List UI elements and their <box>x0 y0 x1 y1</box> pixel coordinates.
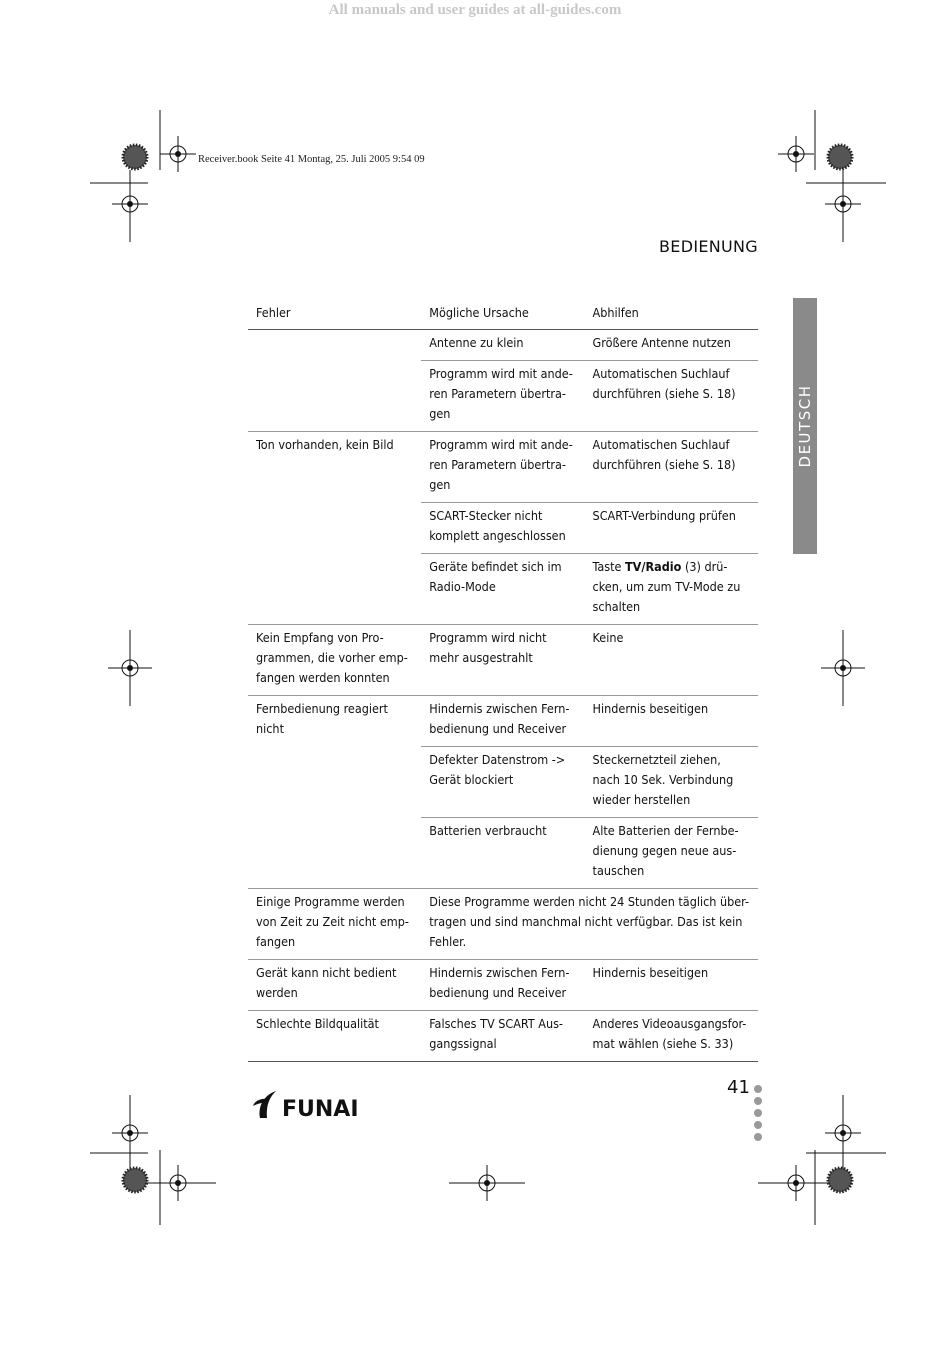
key-label: TV/Radio <box>625 559 682 574</box>
table-row <box>248 330 758 361</box>
cell-fault: Fernbedienung reagiert nicht <box>248 696 421 747</box>
remedy-text: Taste <box>592 559 625 574</box>
table-row <box>248 361 758 432</box>
cell-cause: Programm wird mit ande- ren Parametern übertra- gen <box>421 432 584 503</box>
cell-cause: Programm wird mit ande- ren Parametern übertra- gen <box>421 361 584 432</box>
remedy-text: (3) drü- cken, um zum TV-Mode zu schalten <box>592 559 741 614</box>
cell-fault: Kein Empfang von Pro- grammen, die vorher emp- fangen werden konnten <box>248 625 421 696</box>
print-info: Receiver.book Seite 41 Montag, 25. Juli 2005 9:54 09 <box>198 154 425 165</box>
table-row <box>248 1011 758 1062</box>
cell-fault <box>248 818 421 889</box>
cell-cause: Geräte befindet sich im Radio-Mode <box>421 554 584 625</box>
cell-remedy: Anderes Videoausgangsfor- mat wählen (siehe S. 33) <box>585 1011 758 1062</box>
cell-remedy: Keine <box>585 625 758 696</box>
cell-fault <box>248 330 421 361</box>
logo-text: FUNAI <box>282 1097 359 1122</box>
cell-remedy: Automatischen Suchlauf durchführen (siehe S. 18) <box>585 432 758 503</box>
cell-fault <box>248 554 421 625</box>
table-header-row <box>248 300 758 330</box>
cell-remedy: Steckernetzteil ziehen, nach 10 Sek. Verbindung wieder herstellen <box>585 747 758 818</box>
cell-fault: Einige Programme werden von Zeit zu Zeit nicht emp- fangen <box>248 889 421 960</box>
cell-cause: Antenne zu klein <box>421 330 584 361</box>
table-row <box>248 503 758 554</box>
cell-cause: Batterien verbraucht <box>421 818 584 889</box>
table-row <box>248 554 758 625</box>
language-tab <box>793 298 817 554</box>
cell-merged-note: Diese Programme werden nicht 24 Stunden täglich über- tragen und sind manchmal nicht verfügbar. Das ist kein Fehler. <box>421 889 758 960</box>
cell-remedy: Automatischen Suchlauf durchführen (siehe S. 18) <box>585 361 758 432</box>
table-row <box>248 696 758 747</box>
cell-remedy: Alte Batterien der Fernbe- dienung gegen neue aus- tauschen <box>585 818 758 889</box>
language-tab-label: DEUTSCH <box>796 384 814 468</box>
watermark: All manuals and user guides at all-guides.com <box>328 2 622 18</box>
table-row <box>248 960 758 1011</box>
troubleshooting-table <box>248 300 758 1062</box>
cell-fault <box>248 361 421 432</box>
cell-cause: SCART-Stecker nicht komplett angeschlossen <box>421 503 584 554</box>
table-row <box>248 889 758 960</box>
header-remedy: Abhilfen <box>585 300 758 330</box>
cell-cause: Falsches TV SCART Aus- gangssignal <box>421 1011 584 1062</box>
table-body <box>248 330 758 1062</box>
cell-remedy: Hindernis beseitigen <box>585 960 758 1011</box>
page-dots <box>754 1085 762 1145</box>
cell-remedy: SCART-Verbindung prüfen <box>585 503 758 554</box>
table-row <box>248 625 758 696</box>
cell-fault: Schlechte Bildqualität <box>248 1011 421 1062</box>
cell-cause: Defekter Datenstrom -> Gerät blockiert <box>421 747 584 818</box>
funai-swoosh-icon <box>260 1091 276 1118</box>
cell-cause: Hindernis zwischen Fern- bedienung und Receiver <box>421 960 584 1011</box>
cell-fault <box>248 503 421 554</box>
cell-remedy: Größere Antenne nutzen <box>585 330 758 361</box>
header-fault: Fehler <box>248 300 421 330</box>
cell-cause: Programm wird nicht mehr ausgestrahlt <box>421 625 584 696</box>
cell-cause: Hindernis zwischen Fern- bedienung und Receiver <box>421 696 584 747</box>
table-row <box>248 747 758 818</box>
cell-fault: Gerät kann nicht bedient werden <box>248 960 421 1011</box>
cell-remedy: Hindernis beseitigen <box>585 696 758 747</box>
table-row <box>248 818 758 889</box>
page-number: 41 <box>727 1077 750 1098</box>
cell-remedy <box>585 554 758 625</box>
cell-fault <box>248 747 421 818</box>
funai-logo <box>250 1088 360 1126</box>
header-cause: Mögliche Ursache <box>421 300 584 330</box>
cell-fault: Ton vorhanden, kein Bild <box>248 432 421 503</box>
table-row <box>248 432 758 503</box>
section-title: BEDIENUNG <box>659 237 758 256</box>
